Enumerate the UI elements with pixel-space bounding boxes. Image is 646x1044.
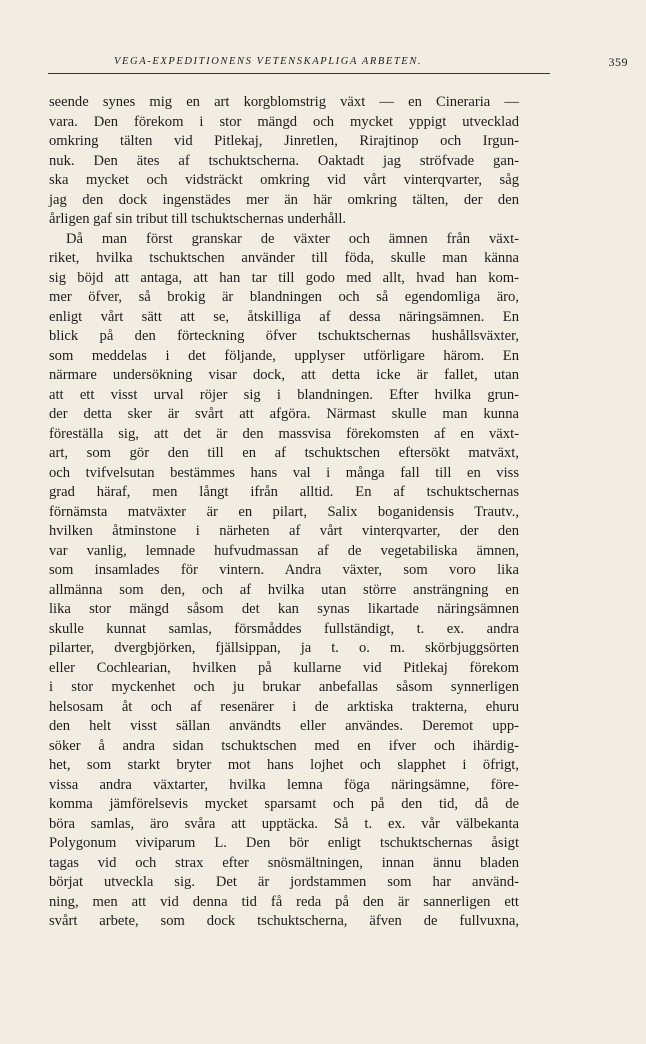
text-line: sig böjd att antaga, att han tar till godo med allt, hvad han kom-: [49, 269, 519, 286]
text-line: börjat utveckla sig. Det är jordstammen som har använd-: [49, 874, 519, 890]
text-line: komma jämförelsevis mycket sparsamt och på den tid, då de: [49, 796, 519, 812]
text-line: Polygonum viviparum L. Den bör enligt tschuktschernas åsigt: [49, 835, 519, 851]
text-line: som meddelas i det följande, upplyser utförligare härom. En: [49, 347, 519, 364]
text-line: grad häraf, men långt ifrån alltid. En af tschuktschernas: [49, 484, 519, 500]
text-line: helsosam åt och af resenärer i de arktiska trakterna, ehuru: [49, 698, 519, 715]
text-line: och tvifvelsutan bestämmes hans val i många fall till en viss: [49, 464, 519, 481]
text-line: ning, men att vid denna tid få reda på den är sannerligen ett: [49, 893, 519, 910]
text-line: tagas vid och strax efter snösmältningen, innan ännu bladen: [49, 854, 519, 871]
text-line: närmare undersökning visar dock, att detta icke är fallet, utan: [49, 367, 519, 383]
text-line: böra samlas, äro svåra att upptäcka. Så t. ex. vår välbekanta: [49, 815, 519, 832]
text-line: riket, hvilka tschuktschen använder till föda, skulle man känna: [49, 250, 519, 266]
text-line: allmänna som den, och af hvilka utan större ansträngning en: [49, 581, 519, 598]
text-line: art, som gör den till en af tschuktschen eftersökt matväxt,: [49, 445, 519, 461]
text-line: enligt vårt sätt att se, åtskilliga af dessa näringsämnen. En: [49, 308, 519, 325]
text-line: nuk. Den ätes af tschuktscherna. Oaktadt jag ströfvade gan-: [49, 152, 519, 169]
text-line: het, som starkt bryter mot hans lojhet och slapphet i öfrigt,: [49, 757, 519, 773]
text-line: årligen gaf sin tribut till tschuktschernas underhåll.: [49, 211, 347, 227]
text-line: att ett visst urval röjer sig i blandningen. Efter hvilka grun-: [49, 386, 519, 403]
running-title: VEGA-EXPEDITIONENS VETENSKAPLIGA ARBETEN.: [114, 56, 423, 67]
text-line: ska mycket och vidsträckt omkring vid vårt vinterqvarter, såg: [49, 172, 519, 188]
text-line: pilarter, dvergbjörken, fjällsippan, ja t. o. m. skörbjuggsörten: [49, 640, 519, 656]
text-line: söker å andra sidan tschuktschen med en ifver och ihärdig-: [49, 737, 519, 754]
text-line: i stor myckenhet och ju brukar anbefallas såsom synnerligen: [49, 679, 519, 695]
text-line: hvilken åtminstone i närheten af vårt vinterqvarter, der den: [49, 523, 519, 539]
text-line: seende synes mig en art korgblomstrig växt — en Cineraria —: [49, 94, 519, 110]
text-line: der detta sker är svårt att afgöra. Närmast skulle man kunna: [49, 406, 519, 422]
text-line: skulle kunnat samlas, försmåddes fullständigt, t. ex. andra: [49, 620, 519, 637]
text-line: svårt arbete, som dock tschuktscherna, äfven de fullvuxna,: [49, 913, 519, 929]
text-line: förnämsta matväxter är en pilart, Salix boganidensis Trautv.,: [49, 503, 519, 520]
text-line: blick på den förteckning öfver tschuktschernas hushållsväxter,: [49, 328, 519, 344]
header-rule: [48, 73, 550, 74]
text-line: den helt visst sällan användts eller användes. Deremot upp-: [49, 718, 519, 734]
running-head: [48, 55, 628, 74]
body-text: [49, 93, 519, 932]
text-line: vara. Den förekom i stor mängd och mycket yppigt utvecklad: [49, 113, 519, 130]
text-line: var vanlig, lemnade hufvudmassan af de vegetabiliska ämnen,: [49, 542, 519, 559]
text-line: mer öfver, så brokig är blandningen och så egendomliga äro,: [49, 289, 519, 305]
text-line: omkring tälten vid Pitlekaj, Jinretlen, Rirajtinop och Irgun-: [49, 133, 519, 149]
text-line: vissa andra växtarter, hvilka lemna föga näringsämne, före-: [49, 776, 519, 793]
text-line: som insamlades för vintern. Andra växter, som voro lika: [49, 562, 519, 578]
text-line: lika stor mängd såsom det kan synas likartade näringsämnen: [49, 601, 519, 617]
text-line: föreställa sig, att det är den massvisa förekomsten af en växt-: [49, 425, 519, 442]
text-line: Då man först granskar de växter och ämnen från växt-: [66, 230, 519, 247]
page-number: 359: [608, 55, 628, 69]
text-line: eller Cochlearian, hvilken på kullarne vid Pitlekaj förekom: [49, 659, 519, 676]
text-line: jag den dock ingenstädes mer än här omkring tälten, der den: [49, 191, 519, 208]
